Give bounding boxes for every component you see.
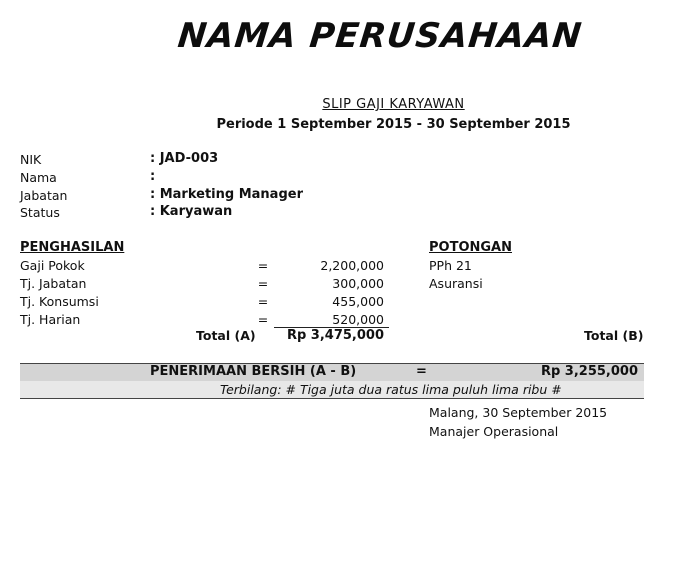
earning-label: Tj. Konsumsi bbox=[20, 294, 99, 309]
equals-sign: = bbox=[257, 294, 269, 309]
deductions-heading: POTONGAN bbox=[429, 240, 512, 255]
earning-label: Tj. Jabatan bbox=[20, 276, 87, 291]
equals-sign: = bbox=[257, 276, 269, 291]
nama-label: Nama bbox=[20, 170, 57, 185]
net-pay-label: PENERIMAAN BERSIH (A - B) bbox=[150, 364, 357, 379]
earning-amount: 520,000 bbox=[332, 312, 384, 327]
signer-position: Manajer Operasional bbox=[429, 424, 559, 439]
equals-sign: = bbox=[257, 258, 269, 273]
jabatan-label: Jabatan bbox=[20, 188, 68, 203]
net-pay-bar bbox=[20, 363, 644, 382]
deduction-label: Asuransi bbox=[429, 276, 483, 291]
earnings-heading: PENGHASILAN bbox=[20, 240, 125, 255]
company-name: NAMA PERUSAHAAN bbox=[175, 16, 585, 56]
nama-value: : bbox=[150, 169, 156, 184]
net-pay-equals: = bbox=[416, 364, 427, 379]
earning-label: Tj. Harian bbox=[20, 312, 81, 327]
deduction-label: PPh 21 bbox=[429, 258, 472, 273]
slip-title: SLIP GAJI KARYAWAN bbox=[322, 97, 465, 112]
status-label: Status bbox=[20, 205, 60, 220]
earning-label: Gaji Pokok bbox=[20, 258, 85, 273]
total-b-label: Total (B) bbox=[584, 328, 644, 343]
total-a-label: Total (A) bbox=[196, 328, 256, 343]
earning-amount: 2,200,000 bbox=[320, 258, 384, 273]
period-label: Periode 1 September 2015 - 30 September 2015 bbox=[216, 117, 571, 132]
nik-value: : JAD-003 bbox=[150, 151, 219, 166]
total-a-value: Rp 3,475,000 bbox=[286, 328, 384, 343]
earning-amount: 455,000 bbox=[332, 294, 384, 309]
equals-sign: = bbox=[257, 312, 269, 327]
amount-in-words: Terbilang: # Tiga juta dua ratus lima puluh lima ribu # bbox=[220, 382, 562, 397]
status-value: : Karyawan bbox=[150, 204, 233, 219]
amount-in-words-bar bbox=[20, 381, 644, 399]
earning-amount: 300,000 bbox=[332, 276, 384, 291]
net-pay-value: Rp 3,255,000 bbox=[540, 364, 638, 379]
place-date: Malang, 30 September 2015 bbox=[429, 405, 608, 420]
nik-label: NIK bbox=[20, 152, 42, 167]
jabatan-value: : Marketing Manager bbox=[150, 187, 303, 202]
